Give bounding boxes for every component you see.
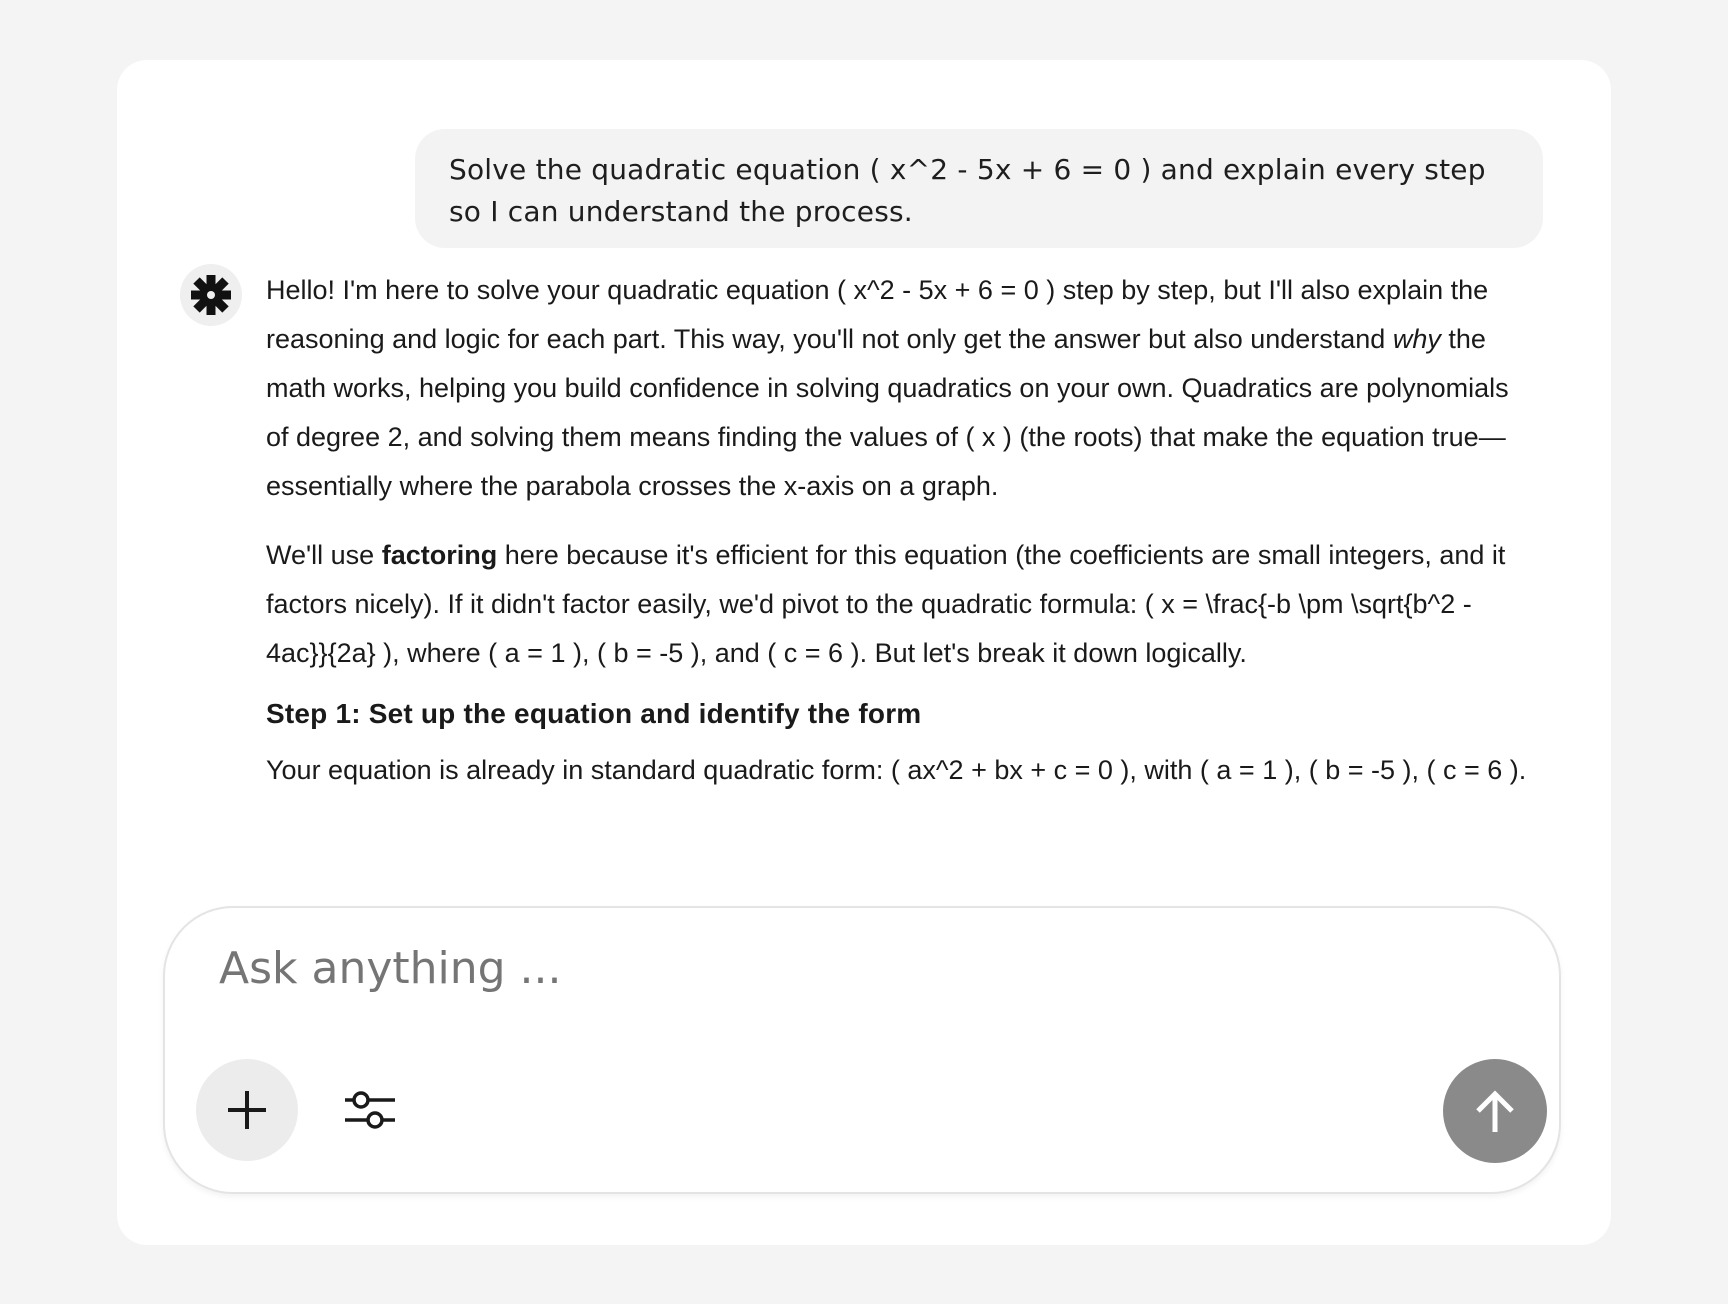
assistant-message (266, 266, 1536, 795)
chat-panel (117, 60, 1611, 1245)
user-message-bubble (415, 129, 1543, 248)
step-1-heading: Step 1: Set up the equation and identify the form (266, 698, 922, 729)
sliders-icon (343, 1088, 395, 1132)
method-text-end: here because it's efficient for this equation (the coefficients are small integers, and it factors nicely). If it didn't factor easily, we'd pivot to the quadratic formula: ( x = \frac{-b \pm \sqrt{b^2 - 4ac}}{2a} ), where ( a = 1 ), ( b = -5 ), and ( c = 6 ). But let's break it down logically. (266, 540, 1506, 668)
assistant-paragraph-method (266, 531, 1536, 678)
step-1-text: Your equation is already in standard quadratic form: ( ax^2 + bx + c = 0 ), with ( a = 1 ), ( b = -5 ), ( c = 6 ). (266, 755, 1527, 785)
assistant-avatar (180, 264, 242, 326)
arrow-up-icon (1470, 1086, 1520, 1136)
add-attachment-button[interactable] (196, 1059, 298, 1161)
intro-text-end: the math works, helping you build confidence in solving quadratics on your own. Quadratics are polynomials of degree 2, and solving them means finding the values of ( x ) (the roots) that make the equation true—essentially where the parabola crosses the x-axis on a graph. (266, 324, 1509, 501)
method-text-start: We'll use (266, 540, 382, 570)
intro-emphasis: why (1392, 324, 1441, 354)
user-message-text: Solve the quadratic equation ( x^2 - 5x + 6 = 0 ) and explain every step so I can understand the process. (449, 153, 1486, 228)
asterisk-logo-icon (188, 272, 234, 318)
assistant-paragraph-intro (266, 266, 1536, 511)
intro-text-start: Hello! I'm here to solve your quadratic equation ( x^2 - 5x + 6 = 0 ) step by step, but I'll also explain the reasoning and logic for each part. This way, you'll not only get the answer but also understand (266, 275, 1489, 354)
message-composer (163, 906, 1561, 1194)
method-emphasis: factoring (381, 540, 498, 570)
plus-icon (224, 1087, 270, 1133)
tools-settings-button[interactable] (337, 1078, 401, 1142)
message-input[interactable] (219, 938, 1419, 998)
send-button[interactable] (1443, 1059, 1547, 1163)
